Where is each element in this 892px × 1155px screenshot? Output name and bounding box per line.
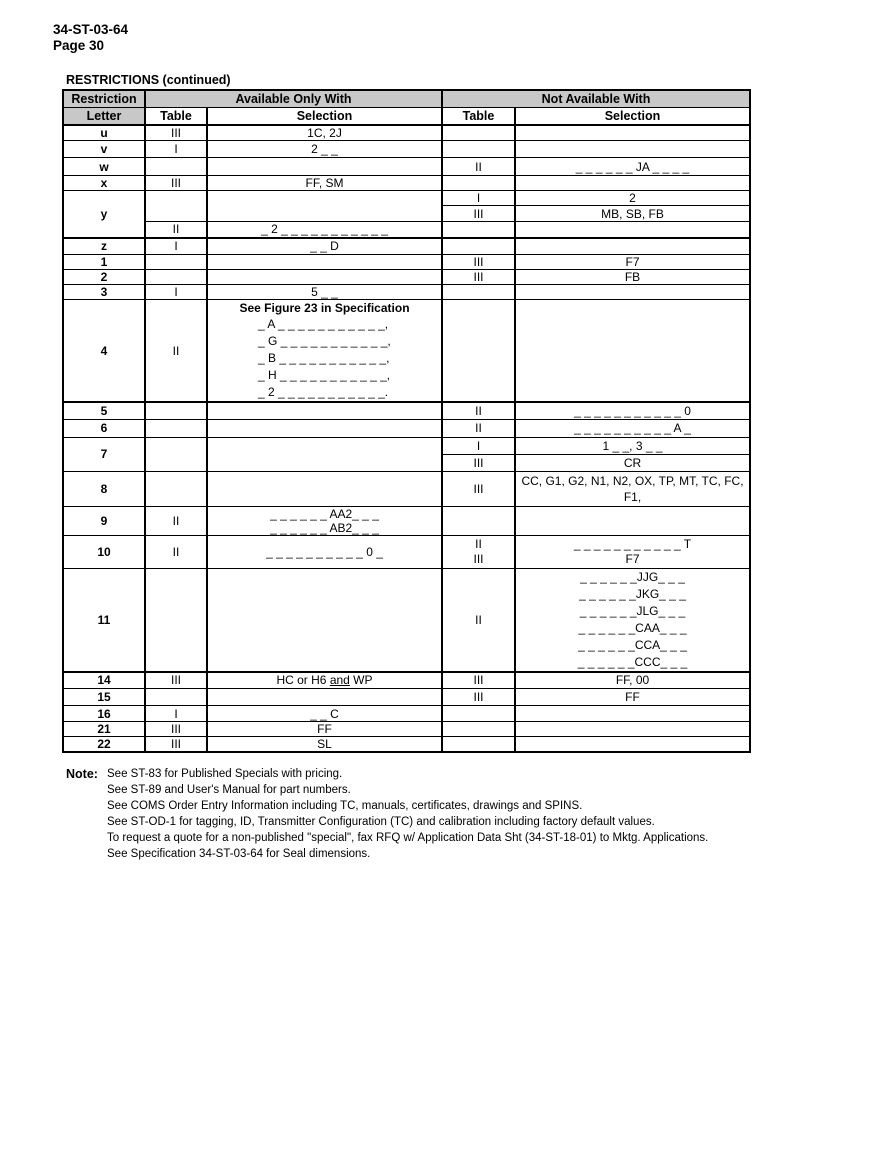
not-available-selection [515,222,750,238]
table-row [63,568,750,672]
available-table: II [145,300,207,403]
table-row [63,402,750,419]
available-table: III [145,672,207,689]
not-available-selection: CC, G1, G2, N1, N2, OX, TP, MT, TC, FC, F1, [515,471,750,506]
selection-line: _ G _ _ _ _ _ _ _ _ _ _ _, [258,334,391,348]
restriction-letter: 9 [63,506,145,535]
restriction-letter: 4 [63,300,145,403]
table-numeral: III [473,551,484,566]
available-table [145,471,207,506]
restriction-letter: 5 [63,402,145,419]
available-table: I [145,706,207,722]
not-available-selection [515,285,750,300]
available-table: II [145,535,207,568]
available-selection [207,672,442,689]
header-not-available-table: Table [442,108,515,126]
selection-line: _ _ _ _ _ _CCC_ _ _ [577,654,688,669]
available-table [145,689,207,706]
restriction-letter: 2 [63,270,145,285]
available-table: II [145,506,207,535]
available-table [145,402,207,419]
selection-text-underlined: and [329,673,350,688]
restriction-letter: 8 [63,471,145,506]
table-row [63,737,750,753]
restriction-letter: 14 [63,672,145,689]
available-table: I [145,285,207,300]
page-number: Page 30 [53,38,105,53]
available-selection: FF [207,722,442,737]
available-table: III [145,176,207,191]
available-selection: 5 _ _ [207,285,442,300]
available-table [145,437,207,471]
available-table: III [145,125,207,141]
not-available-table [442,300,515,403]
note-line: See COMS Order Entry Information including TC, manuals, certificates, drawings and SPINS. [107,800,583,812]
not-available-selection [515,722,750,737]
restriction-letter: 22 [63,737,145,753]
not-available-selection: FF, 00 [515,672,750,689]
available-table [145,568,207,672]
table-row [63,672,750,689]
available-table: III [145,722,207,737]
not-available-table: III [442,471,515,506]
header-not-available-with: Not Available With [442,90,750,108]
note-lines [107,766,807,862]
selection-line: _ _ _ _ _ _ AA2_ _ _ [270,506,379,521]
available-selection [207,255,442,270]
not-available-table: II [442,419,515,437]
selection-text: HC or H6 [276,673,330,688]
not-available-table: III [442,689,515,706]
restriction-letter: 10 [63,535,145,568]
note-line: See Specification 34-ST-03-64 for Seal dimensions. [107,848,371,860]
table-row [63,471,750,506]
available-selection [207,689,442,706]
not-available-selection: 2 [515,191,750,206]
header-restriction: Restriction [63,90,145,108]
selection-line: _ H _ _ _ _ _ _ _ _ _ _ _, [258,368,391,382]
not-available-table [442,125,515,141]
available-table [145,270,207,285]
available-table [145,158,207,176]
not-available-selection [515,300,750,403]
available-selection: SL [207,737,442,753]
not-available-table [442,722,515,737]
available-selection [207,437,442,471]
not-available-selection: _ _ _ _ _ _ JA _ _ _ _ [515,158,750,176]
not-available-selection [515,535,750,568]
not-available-table: I [442,191,515,206]
not-available-table [442,737,515,753]
table-row [63,238,750,255]
not-available-selection [515,506,750,535]
note-label: Note: [66,767,98,781]
table-row [63,300,750,403]
not-available-table: III [442,454,515,471]
available-table [145,419,207,437]
not-available-table [442,141,515,158]
available-table: III [145,737,207,753]
not-available-selection: FF [515,689,750,706]
header-not-available-selection: Selection [515,108,750,126]
not-available-table [442,238,515,255]
table-row [63,706,750,722]
not-available-selection [515,125,750,141]
header-available-selection: Selection [207,108,442,126]
table-row [63,270,750,285]
not-available-table: II [442,568,515,672]
table-row [63,158,750,176]
selection-line: _ 2 _ _ _ _ _ _ _ _ _ _ _. [258,385,389,399]
table-row [63,125,750,141]
restriction-letter: u [63,125,145,141]
available-selection: FF, SM [207,176,442,191]
available-selection [207,270,442,285]
restriction-letter: v [63,141,145,158]
table-row [63,176,750,191]
not-available-table: III [442,270,515,285]
note-line: See ST-89 and User's Manual for part numbers. [107,784,351,796]
available-selection: _ _ _ _ _ _ _ _ _ _ 0 _ [207,535,442,568]
not-available-selection [515,568,750,672]
not-available-selection: FB [515,270,750,285]
restriction-letter: y [63,191,145,238]
not-available-table: II [442,402,515,419]
selection-text: WP [349,673,373,688]
selection-line: _ _ _ _ _ _JKG_ _ _ [579,586,686,601]
table-row [63,141,750,158]
selection-line: _ _ _ _ _ _CAA_ _ _ [578,620,687,635]
selection-line: _ _ _ _ _ _JJG_ _ _ [580,569,685,584]
not-available-table [442,506,515,535]
not-available-selection: _ _ _ _ _ _ _ _ _ _ A _ [515,419,750,437]
table-row [63,285,750,300]
not-available-table: II [442,158,515,176]
selection-lines [210,316,439,401]
header-available-table: Table [145,108,207,126]
table-row [63,222,750,238]
not-available-table: I [442,437,515,454]
selection-line: _ B _ _ _ _ _ _ _ _ _ _ _, [258,351,390,365]
not-available-selection [515,176,750,191]
not-available-table [442,176,515,191]
available-selection [207,506,442,535]
restriction-letter: 15 [63,689,145,706]
available-selection [207,568,442,672]
table-row [63,191,750,206]
available-table [145,255,207,270]
available-selection [207,419,442,437]
not-available-selection [515,737,750,753]
not-available-selection: _ _ _ _ _ _ _ _ _ _ _ 0 [515,402,750,419]
not-available-selection: MB, SB, FB [515,206,750,222]
restriction-letter: 21 [63,722,145,737]
selection-line: _ _ _ _ _ _JLG_ _ _ [579,603,686,618]
table-row [63,437,750,454]
available-selection [207,158,442,176]
available-selection: _ 2 _ _ _ _ _ _ _ _ _ _ _ [207,222,442,238]
available-selection: 2 _ _ [207,141,442,158]
not-available-selection [515,141,750,158]
restriction-letter: 3 [63,285,145,300]
document-id: 34-ST-03-64 [53,22,129,37]
restriction-letter: w [63,158,145,176]
not-available-table: III [442,672,515,689]
restriction-letter: 16 [63,706,145,722]
available-selection [207,402,442,419]
available-selection [207,191,442,222]
not-available-selection: CR [515,454,750,471]
table-row [63,255,750,270]
available-selection: _ _ D [207,238,442,255]
restriction-letter: 6 [63,419,145,437]
restriction-letter: 1 [63,255,145,270]
available-selection: 1C, 2J [207,125,442,141]
selection-line: _ _ _ _ _ _ _ _ _ _ _ T [573,536,692,551]
figure-reference: See Figure 23 in Specification [239,301,410,315]
not-available-table [442,706,515,722]
available-selection [207,471,442,506]
table-row [63,506,750,535]
available-table: II [145,222,207,238]
section-title: RESTRICTIONS (continued) [66,73,231,87]
available-selection: _ _ C [207,706,442,722]
restriction-letter: 11 [63,568,145,672]
not-available-table [442,285,515,300]
table-row [63,689,750,706]
not-available-selection [515,238,750,255]
note-line: To request a quote for a non-published "special", fax RFQ w/ Application Data Sht (34-ST-18-01) to Mktg. Applications. [107,832,709,844]
table-row [63,535,750,568]
selection-line: _ _ _ _ _ _ AB2_ _ _ [270,520,379,535]
not-available-table [442,222,515,238]
table-row [63,419,750,437]
note-line: See ST-OD-1 for tagging, ID, Transmitter Configuration (TC) and calibration including factory default values. [107,816,655,828]
available-selection [207,300,442,403]
selection-line: _ A _ _ _ _ _ _ _ _ _ _ _, [258,317,389,331]
header-letter: Letter [63,108,145,126]
note-line: See ST-83 for Published Specials with pricing. [107,768,343,780]
table-numeral: II [475,536,482,551]
selection-line: _ _ _ _ _ _CCA_ _ _ [578,637,687,652]
available-table: I [145,141,207,158]
not-available-table [442,535,515,568]
restriction-letter: 7 [63,437,145,471]
restriction-letter: x [63,176,145,191]
restrictions-table [62,89,751,753]
header-available-only-with: Available Only With [145,90,442,108]
not-available-table: III [442,255,515,270]
not-available-selection: 1 _ _, 3 _ _ [515,437,750,454]
available-table: I [145,238,207,255]
not-available-selection: F7 [515,255,750,270]
selection-line: F7 [625,551,640,566]
not-available-table: III [442,206,515,222]
restriction-letter: z [63,238,145,255]
available-table [145,191,207,222]
not-available-selection [515,706,750,722]
table-row [63,722,750,737]
